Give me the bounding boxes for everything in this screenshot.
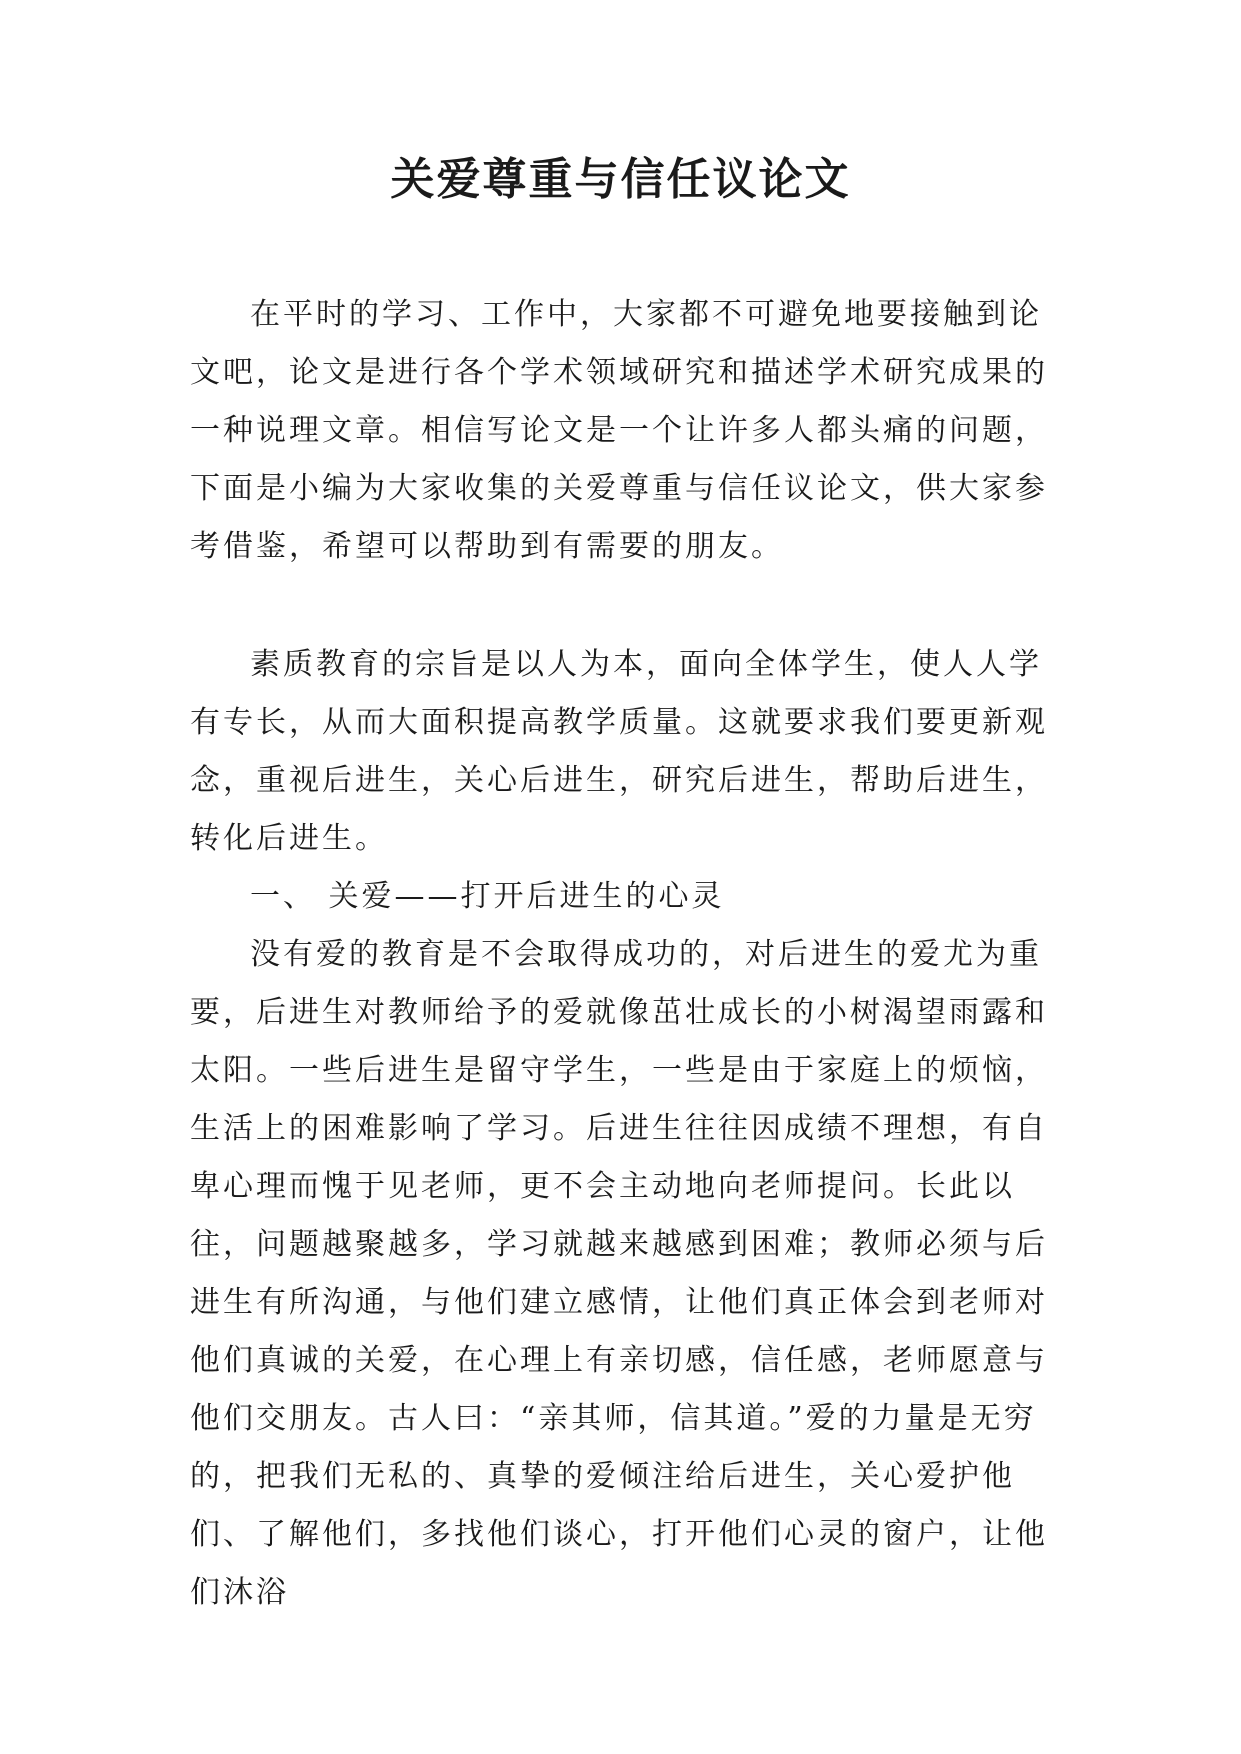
intro-paragraph: 在平时的学习、工作中，大家都不可避免地要接触到论文吧，论文是进行各个学术领域研究和描述学术研究成果的一种说理文章。相信写论文是一个让许多人都头痛的问题，下面是小编为大家收集的关爱尊重与信任议论文，供大家参考借鉴，希望可以帮助到有需要的朋友。 [190, 297, 1048, 564]
document-title: 关爱尊重与信任议论文 [390, 154, 851, 205]
main-section [190, 636, 1060, 1622]
intro-section [190, 286, 1060, 576]
paragraph-care: 没有爱的教育是不会取得成功的，对后进生的爱尤为重要，后进生对教师给予的爱就像茁壮成长的小树渴望雨露和太阳。一些后进生是留守学生，一些是由于家庭上的烦恼，生活上的困难影响了学习。后进生往往因成绩不理想，有自卑心理而愧于见老师，更不会主动地向老师提问。长此以往，问题越聚越多，学习就越来越感到困难；教师必须与后进生有所沟通，与他们建立感情，让他们真正体会到老师对他们真诚的关爱，在心理上有亲切感，信任感，老师愿意与他们交朋友。古人曰：“亲其师，信其道。”爱的力量是无穷的，把我们无私的、真挚的爱倾注给后进生，关心爱护他们、了解他们，多找他们谈心，打开他们心灵的窗户，让他们沐浴 [190, 937, 1048, 1610]
section-heading: 一、 关爱——打开后进生的心灵 [250, 879, 725, 914]
paragraph-quality-education: 素质教育的宗旨是以人为本，面向全体学生，使人人学有专长，从而大面积提高教学质量。这就要求我们要更新观念，重视后进生，关心后进生，研究后进生，帮助后进生，转化后进生。 [190, 647, 1048, 856]
